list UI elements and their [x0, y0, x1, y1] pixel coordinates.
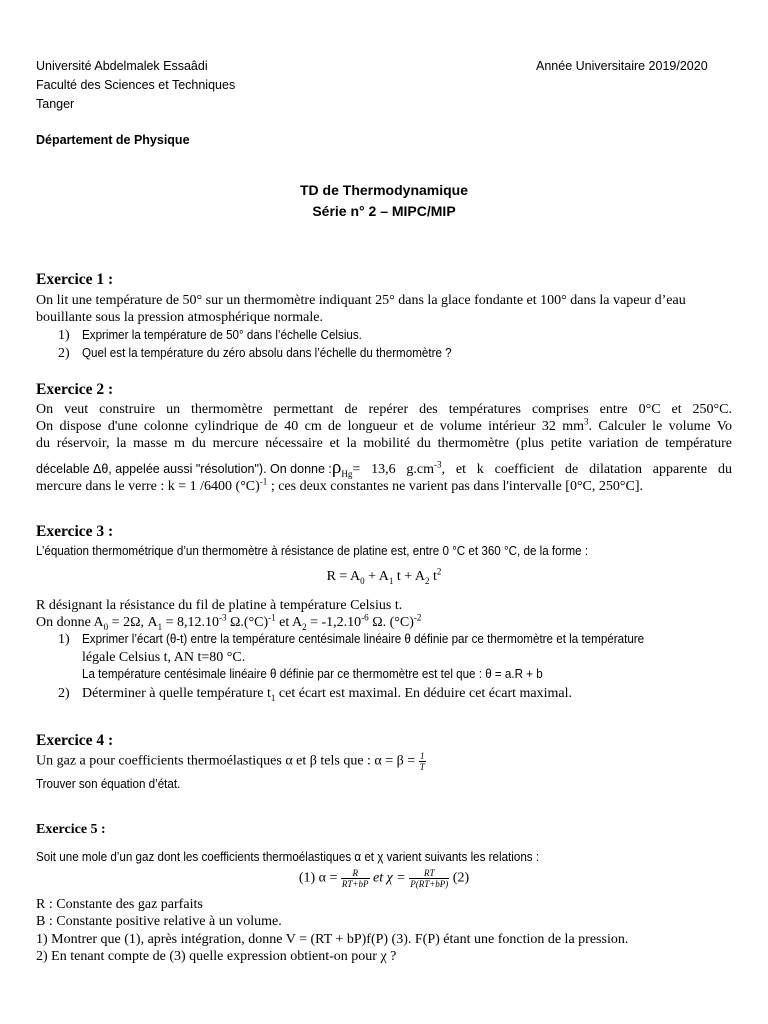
- exercise-3-constants: On donne $A_0 = 2\Omega$, $A_1 = 8,12.10^{-3}$ $\Omega.(^\circ C)^{-1}$ et $A_2 = -1,2.10^{-6}$ Ω. $(^\circ C)^{-2}$: [36, 612, 422, 632]
- exercise-4-title: Exercice 4 :: [36, 732, 114, 749]
- exercise-5-text-5: 2) En tenant compte de (3) quelle expression obtient-on pour χ ?: [36, 949, 397, 964]
- one-over-t-fraction: $\frac{1}{T}$: [419, 751, 425, 772]
- exercise-2-text-3: du réservoir, la masse m du mercure nécessaire et la mobilité du thermomètre (plus petite variation de température: [36, 436, 732, 451]
- title-line-2: Série n° 2 – MIPC/MIP: [312, 203, 456, 219]
- title-line-1: TD de Thermodynamique: [299, 182, 469, 198]
- faculty-name: Faculté des Sciences et Techniques: [36, 78, 236, 92]
- exercise-3-text-1: L’équation thermométrique d’un thermomètre à résistance de platine est, entre 0 °C et 360 °C, de la forme :: [36, 544, 589, 558]
- exercise-1-q2: Quel est la température du zéro absolu dans l’échelle du thermomètre ?: [82, 346, 452, 360]
- exercise-1-text-1: On lit une température de 50° sur un thermomètre indiquant 25° dans la glace fondante et 100° dans la vapeur d’eau: [36, 293, 686, 308]
- university-name: Université Abdelmalek Essaâdi: [36, 59, 208, 73]
- exercise-5-text-4: 1) Montrer que (1), après intégration, donne V = (RT + bP)f(P) (3). F(P) étant une fonction de la pression.: [36, 932, 629, 947]
- exercise-2-text-2: On dispose d'une colonne cylindrique de 40 cm de longueur et de volume intérieur 32 $mm^3$. Calculer le volume Vo: [36, 416, 732, 434]
- exercise-1-title: Exercice 1 :: [36, 271, 114, 288]
- exercise-2-title: Exercice 2 :: [36, 381, 114, 398]
- exercise-5-text-2: R : Constante des gaz parfaits: [36, 897, 203, 912]
- institution-header: [36, 57, 235, 114]
- exercise-4-text-2: Trouver son équation d’état.: [36, 777, 181, 791]
- exercise-4-text-1: Un gaz a pour coefficients thermoélastiques α et β tels que : α = β = $\frac{1}{T}$: [36, 751, 425, 772]
- exercise-1-q1: Exprimer la température de 50° dans l’échelle Celsius.: [82, 328, 362, 342]
- academic-year: Année Universitaire 2019/2020: [536, 59, 708, 73]
- exercise-5-text-1: Soit une mole d’un gaz dont les coefficients thermoélastiques α et χ varient suivants les relations :: [36, 850, 540, 864]
- exercise-3-q1-a: Exprimer l’écart (θ-t) entre la température centésimale linéaire θ définie par ce thermomètre et la température: [82, 632, 645, 646]
- exercise-3-text-2: R désignant la résistance du fil de platine à température Celsius t.: [36, 598, 403, 613]
- exercise-3-q1-number: 1): [58, 632, 70, 647]
- exercise-1-q2-number: 2): [58, 346, 70, 361]
- exercise-2-text-4: décelable Δθ, appelée aussi "résolution"). On donne $:\rho_{Hg}= 13,6$ $g.cm^{-3}$, et k coefficient de dilatation apparente du: [36, 457, 733, 479]
- exercise-5-title: Exercice 5 :: [36, 822, 106, 837]
- document-title: [0, 180, 768, 222]
- exercise-3-q1-c: La température centésimale linéaire θ définie par ce thermomètre est tel que : θ = a.R + b: [82, 667, 543, 681]
- exercise-3-q1-b: légale Celsius t, AN t=80 °C.: [82, 650, 246, 665]
- exercise-3-q2: Déterminer à quelle température $t_1$ cet écart est maximal. En déduire cet écart maximal.: [82, 686, 572, 703]
- department-name: Département de Physique: [36, 133, 190, 147]
- exercise-3-q2-number: 2): [58, 686, 70, 701]
- coefficient-equations: (1) α = $\frac{R}{RT+bP}$ et χ = $\frac{RT}{P(RT+bP)}$ (2): [298, 868, 470, 889]
- exercise-1-text-2: bouillante sous la pression atmosphérique normale.: [36, 310, 323, 325]
- exercise-5-text-3: B : Constante positive relative à un volume.: [36, 914, 282, 929]
- exercise-1-q1-number: 1): [58, 328, 70, 343]
- exercise-2-text-5: mercure dans le verre : k = 1 /6400 $(^\circ C)^{-1}$ ; ces deux constantes ne varient pas dans l'intervalle [0°C, 250°C].: [36, 476, 643, 494]
- city-name: Tanger: [36, 97, 75, 111]
- exercise-2-text-1: On veut construire un thermomètre permettant de repérer des températures comprises entre 0°C et 250°C.: [36, 402, 732, 417]
- exercise-3-title: Exercice 3 :: [36, 523, 114, 540]
- resistance-equation: $R = A_0 + A_1$ $t + A_2$ $t^2$: [326, 566, 442, 586]
